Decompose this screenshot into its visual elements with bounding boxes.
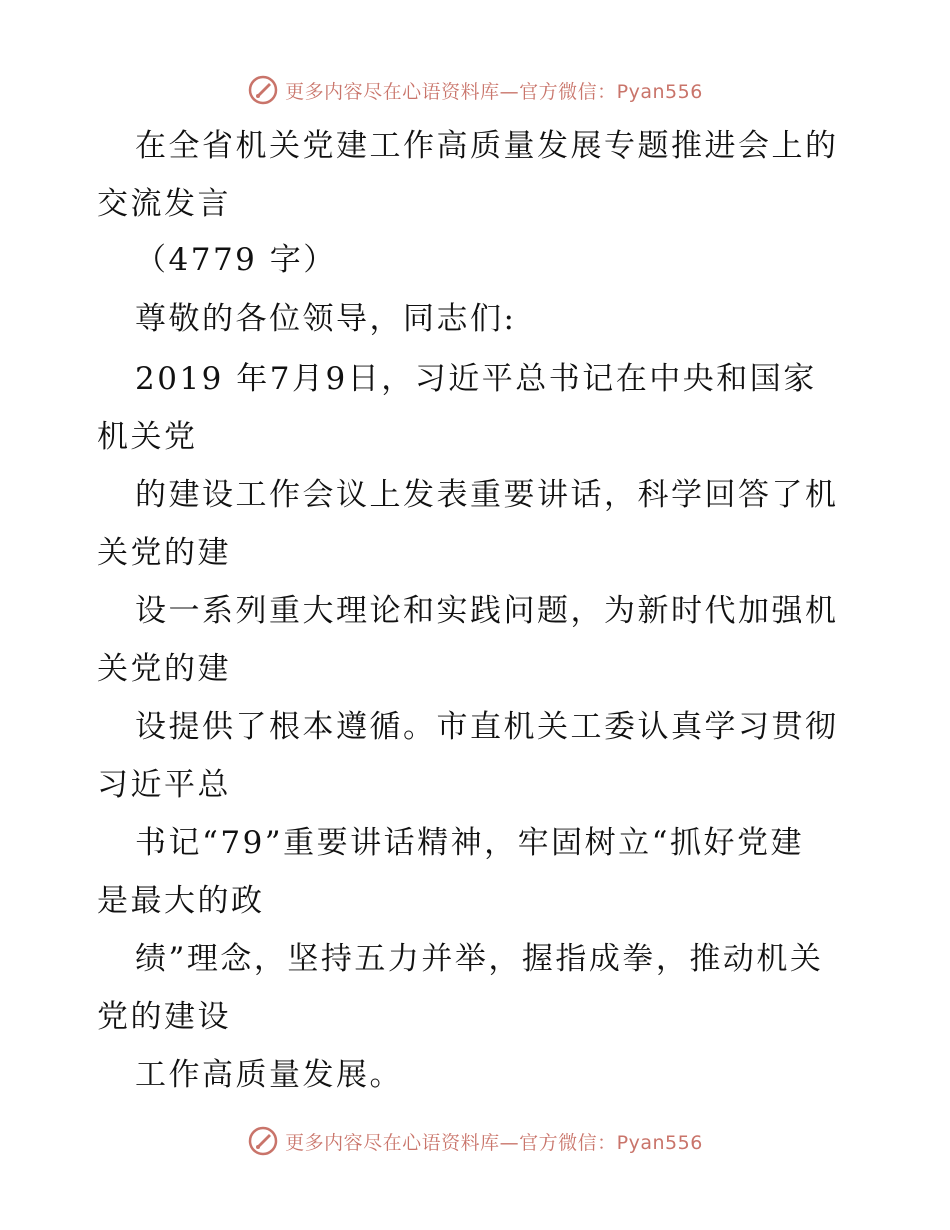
footer-watermark bbox=[0, 1121, 950, 1161]
paragraph-line: 关党的建 bbox=[97, 651, 231, 687]
paragraph-line: 设一系列重大理论和实践问题，为新时代加强机 bbox=[135, 593, 839, 629]
salutation: 尊敬的各位领导，同志们: bbox=[135, 301, 517, 337]
paragraph-line: 的建设工作会议上发表重要讲话，科学回答了机 bbox=[135, 477, 839, 513]
title-line-2: 交流发言 bbox=[97, 186, 231, 222]
paragraph-line: 工作高质量发展。 bbox=[135, 1057, 403, 1093]
watermark-text: 更多内容尽在心语资料库—官方微信：Pyan556 bbox=[285, 1131, 703, 1154]
paragraph-line: 习近平总 bbox=[97, 767, 231, 803]
paragraph-line: 书记“79”重要讲话精神，牢固树立“抓好党建 bbox=[135, 825, 804, 861]
header-watermark bbox=[0, 70, 950, 110]
paragraph-line: 是最大的政 bbox=[97, 883, 265, 919]
paragraph-line: 机关党 bbox=[97, 419, 198, 455]
word-count: （4779 字） bbox=[135, 242, 337, 278]
paragraph-line: 党的建设 bbox=[97, 999, 231, 1035]
title-line-1: 在全省机关党建工作高质量发展专题推进会上的 bbox=[135, 128, 839, 164]
watermark-text: 更多内容尽在心语资料库—官方微信：Pyan556 bbox=[285, 80, 703, 103]
paragraph-line: 2019 年7月9日，习近平总书记在中央和国家 bbox=[135, 361, 817, 397]
paragraph-line: 关党的建 bbox=[97, 535, 231, 571]
paragraph-line: 设提供了根本遵循。市直机关工委认真学习贯彻 bbox=[135, 709, 839, 745]
logo-icon bbox=[247, 1125, 279, 1157]
logo-icon bbox=[247, 74, 279, 106]
paragraph-line: 绩”理念，坚持五力并举，握指成拳，推动机关 bbox=[135, 941, 824, 977]
